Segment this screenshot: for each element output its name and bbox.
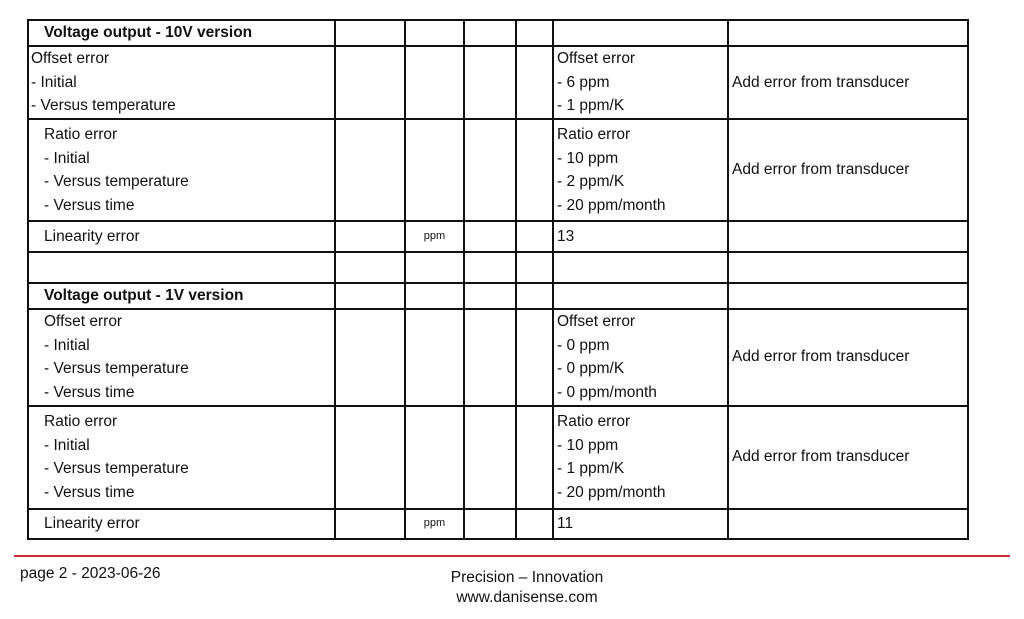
section-title: Voltage output - 1V version bbox=[28, 283, 335, 309]
footer-divider bbox=[14, 555, 1010, 557]
tagline: Precision – Innovation bbox=[450, 569, 604, 586]
section-header-row bbox=[28, 283, 968, 309]
table-row bbox=[28, 119, 968, 221]
table-row bbox=[28, 46, 968, 119]
table-row bbox=[28, 509, 968, 539]
remark: Add error from transducer bbox=[728, 46, 968, 119]
remark: Add error from transducer bbox=[728, 119, 968, 221]
parameter-label: Linearity error bbox=[28, 221, 335, 252]
unit: ppm bbox=[405, 509, 464, 539]
parameter-label: Offset error - Initial - Versus temperature - Versus time bbox=[28, 309, 335, 406]
parameter-value: 11 bbox=[553, 509, 728, 539]
parameter-label: Offset error - Initial - Versus temperature bbox=[28, 46, 335, 119]
specification-table bbox=[27, 19, 969, 540]
parameter-value: Offset error - 0 ppm - 0 ppm/K - 0 ppm/month bbox=[553, 309, 728, 406]
section-title: Voltage output - 10V version bbox=[28, 20, 335, 46]
remark bbox=[728, 221, 968, 252]
table-row bbox=[28, 309, 968, 406]
section-header-row bbox=[28, 20, 968, 46]
parameter-label: Ratio error - Initial - Versus temperature - Versus time bbox=[28, 406, 335, 509]
parameter-label: Linearity error bbox=[28, 509, 335, 539]
page-info: page 2 - 2023-06-26 bbox=[20, 565, 161, 582]
remark: Add error from transducer bbox=[728, 406, 968, 509]
remark: Add error from transducer bbox=[728, 309, 968, 406]
empty-row bbox=[28, 252, 968, 283]
table-row bbox=[28, 221, 968, 252]
parameter-label: Ratio error - Initial - Versus temperature - Versus time bbox=[28, 119, 335, 221]
remark bbox=[728, 509, 968, 539]
table-row bbox=[28, 406, 968, 509]
parameter-value: Ratio error - 10 ppm - 2 ppm/K - 20 ppm/month bbox=[553, 119, 728, 221]
unit: ppm bbox=[405, 221, 464, 252]
parameter-value: Offset error - 6 ppm - 1 ppm/K bbox=[553, 46, 728, 119]
website-link[interactable]: www.danisense.com bbox=[456, 589, 598, 606]
parameter-value: Ratio error - 10 ppm - 1 ppm/K - 20 ppm/month bbox=[553, 406, 728, 509]
footer-brand bbox=[0, 568, 1024, 608]
parameter-value: 13 bbox=[553, 221, 728, 252]
